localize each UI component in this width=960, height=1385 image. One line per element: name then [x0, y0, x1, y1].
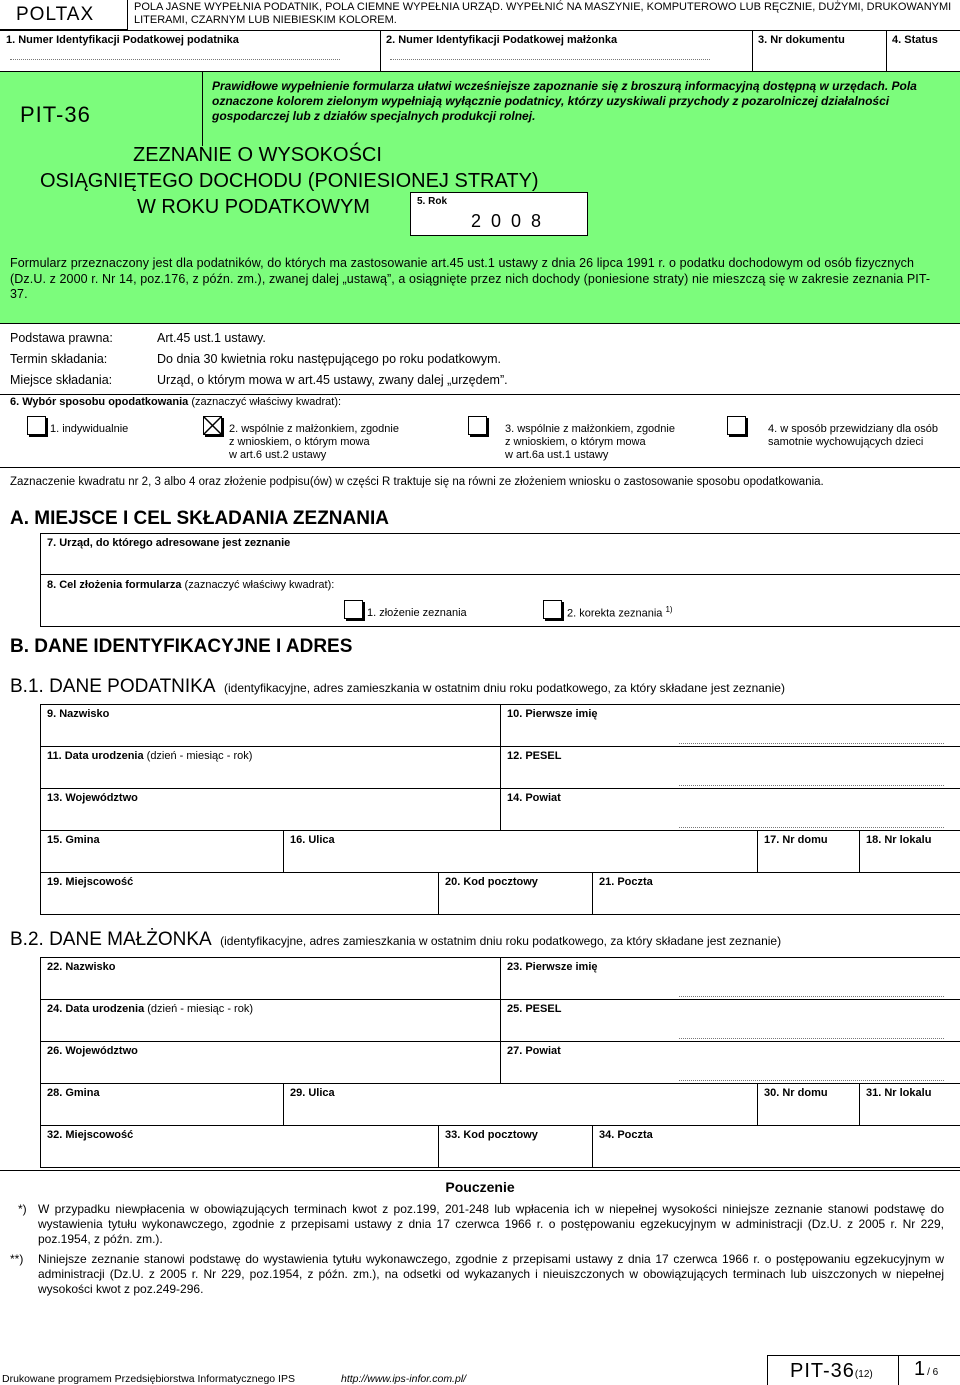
- taxation-option-3-label: 3. wspólnie z małżonkiem, zgodnie z wnioskiem, o którym mowa w art.6a ust.1 ustawy: [505, 423, 675, 461]
- notice-section: [0, 1170, 960, 1300]
- b2-f30-field[interactable]: [757, 1083, 859, 1126]
- top-fields-row: [0, 30, 960, 72]
- b1-f11-label: 11. Data urodzenia (dzień - miesiąc - rok): [47, 750, 253, 762]
- notice-marker-1: *): [18, 1202, 27, 1216]
- purpose-correction-checkbox[interactable]: [543, 600, 562, 619]
- taxation-option-4-label: 4. w sposób przewidziany dla osób samotnie wychowujących dzieci: [768, 423, 938, 448]
- page-number: 1 / 6: [914, 1358, 939, 1380]
- b2-f25-field[interactable]: [500, 999, 960, 1042]
- deadline-label: Termin składania:: [10, 352, 108, 366]
- b2-f24-field[interactable]: [40, 999, 500, 1042]
- year-value: 2 0 0 8: [471, 211, 542, 231]
- b2-f32-field[interactable]: [40, 1125, 438, 1168]
- b1-heading: B.1. DANE PODATNIKA (identyfikacyjne, adres zamieszkania w ostatnim dniu roku podatkowego, za który składane jest zeznanie): [10, 676, 785, 697]
- b1-f10-field[interactable]: [500, 704, 960, 747]
- purpose-field: [40, 575, 960, 627]
- b1-f16-label: 16. Ulica: [290, 834, 335, 846]
- field-3-label: 3. Nr dokumentu: [758, 34, 845, 46]
- notice-marker-2: **): [10, 1252, 24, 1266]
- b1-f15-field[interactable]: [40, 830, 283, 873]
- printer-url: http://www.ips-infor.com.pl/: [341, 1373, 467, 1385]
- b2-f23-dotted-line: [679, 996, 944, 997]
- form-code: PIT-36: [20, 102, 91, 127]
- taxation-section: [0, 394, 960, 468]
- taxation-option-3-checkbox[interactable]: [468, 416, 487, 435]
- b2-f22-field[interactable]: [40, 957, 500, 1000]
- b1-f15-label: 15. Gmina: [47, 834, 100, 846]
- field-4-label: 4. Status: [892, 34, 938, 46]
- b1-f19-field[interactable]: [40, 872, 438, 915]
- b2-f23-label: 23. Pierwsze imię: [507, 961, 598, 973]
- fill-instructions: POLA JASNE WYPEŁNIA PODATNIK, POLA CIEMNE WYPEŁNIA URZĄD. WYPEŁNIĆ NA MASZYNIE, KOMPUTEROWO LUB RĘCZNIE, DUŻYMI, DRUKOWANYMI LITERAMI, CZARNYM LUB NIEBIESKIM KOLOREM.: [134, 1, 952, 26]
- purpose-correction-label: 2. korekta zeznania $^{1)}$: [567, 605, 673, 620]
- b2-f33-field[interactable]: [438, 1125, 592, 1168]
- b1-f13-label: 13. Województwo: [47, 792, 138, 804]
- b1-f19-label: 19. Miejscowość: [47, 876, 134, 888]
- b1-f14-label: 14. Powiat: [507, 792, 561, 804]
- field-2-input[interactable]: [390, 59, 710, 60]
- b2-f25-dotted-line: [679, 1038, 944, 1039]
- b2-f27-label: 27. Powiat: [507, 1045, 561, 1057]
- intro-text: Prawidłowe wypełnienie formularza ułatwi wcześniejsze zapoznanie się z broszurą informacyjną dostępną w urzędach. Pola oznaczone kolorem zielonym wypełniają wyłącznie podatnicy, którzy uzyskiwali przychody z pozarolniczej działalności gospodarczej lub z działów specjalnych produkcji rolnej.: [212, 79, 917, 123]
- title-line-2: OSIĄGNIĘTEGO DOCHODU (PONIESIONEJ STRATY): [40, 170, 539, 192]
- b2-f29-label: 29. Ulica: [290, 1087, 335, 1099]
- b1-f14-dotted-line: [679, 827, 944, 828]
- taxation-option-4-checkbox[interactable]: [727, 416, 746, 435]
- b2-f29-field[interactable]: [283, 1083, 757, 1126]
- b1-f21-field[interactable]: [592, 872, 960, 915]
- b2-f30-label: 30. Nr domu: [764, 1087, 828, 1099]
- b1-f10-dotted-line: [679, 743, 944, 744]
- b1-f12-label: 12. PESEL: [507, 750, 562, 762]
- b2-f28-label: 28. Gmina: [47, 1087, 100, 1099]
- green-header-block: [0, 72, 960, 324]
- b1-f10-label: 10. Pierwsze imię: [507, 708, 598, 720]
- section-a-title: A. MIEJSCE I CEL SKŁADANIA ZEZNANIA: [10, 508, 389, 529]
- b2-f27-dotted-line: [679, 1080, 944, 1081]
- b2-f32-label: 32. Miejscowość: [47, 1129, 134, 1141]
- printer-credit: Drukowane programem Przedsiębiorstwa Informatycznego IPS: [2, 1373, 295, 1385]
- office-label: 7. Urząd, do którego adresowane jest zeznanie: [47, 537, 291, 549]
- b1-f14-field[interactable]: [500, 788, 960, 831]
- b2-f34-field[interactable]: [592, 1125, 960, 1168]
- b1-f18-label: 18. Nr lokalu: [866, 834, 932, 846]
- b2-f22-label: 22. Nazwisko: [47, 961, 116, 973]
- title-line-3: W ROKU PODATKOWYM: [137, 196, 370, 218]
- legal-block: [0, 325, 960, 395]
- field-2-label: 2. Numer Identyfikacji Podatkowej małżonka: [386, 34, 618, 46]
- title-line-1: ZEZNANIE O WYSOKOŚCI: [133, 144, 382, 166]
- b1-f11-field[interactable]: [40, 746, 500, 789]
- taxation-note: Zaznaczenie kwadratu nr 2, 3 albo 4 oraz złożenie podpisu(ów) w części R traktuje się na równi ze złożeniem wniosku o zastosowanie sposobu opodatkowania.: [10, 476, 824, 488]
- brand-logo: POLTAX: [16, 4, 95, 25]
- deadline-value: Do dnia 30 kwietnia roku następującego po roku podatkowym.: [157, 352, 501, 366]
- field-1-label: 1. Numer Identyfikacji Podatkowej podatnika: [6, 34, 239, 46]
- notice-text-2: Niniejsze zeznanie stanowi podstawę do wystawienia tytułu wykonawczego, zgodnie z przepisami ustawy z dnia 17 czerwca 1966 r. o postępowaniu egzekucyjnym w administracji (Dz.U. z 2005 r. Nr 229, poz.1954, z późn. zm.), na odsetki od wykazanych i nieuiszczonych w obowiązujących terminach lub uiszczonych w niepełnej wysokości kwot z poz.249-296.: [38, 1252, 944, 1296]
- purpose-label: 8. Cel złożenia formularza (zaznaczyć właściwy kwadrat):: [47, 579, 335, 591]
- b2-f26-field[interactable]: [40, 1041, 500, 1084]
- year-label: 5. Rok: [417, 196, 448, 207]
- b1-f9-field[interactable]: [40, 704, 500, 747]
- b1-f9-label: 9. Nazwisko: [47, 708, 110, 720]
- place-value: Urząd, o którym mowa w art.45 ustawy, zwany dalej „urzędem”.: [157, 373, 508, 387]
- b2-f34-label: 34. Poczta: [599, 1129, 653, 1141]
- b1-f12-field[interactable]: [500, 746, 960, 789]
- purpose-submission-checkbox[interactable]: [344, 600, 363, 619]
- b1-f12-dotted-line: [679, 785, 944, 786]
- b1-f18-field[interactable]: [859, 830, 960, 873]
- taxation-option-2-checkbox[interactable]: [203, 416, 222, 435]
- b2-f28-field[interactable]: [40, 1083, 283, 1126]
- basis-value: Art.45 ust.1 ustawy.: [157, 331, 266, 345]
- b2-f31-label: 31. Nr lokalu: [866, 1087, 932, 1099]
- b2-f23-field[interactable]: [500, 957, 960, 1000]
- form-purpose: Formularz przeznaczony jest dla podatników, do których ma zastosowanie art.45 ust.1 ustawy z dnia 26 lipca 1991 r. o podatku dochodowym od osób fizycznych (Dz.U. z 2000 r. Nr 14, poz.176, z późn. zm.), zwanej dalej „ustawą”, a osiągnięte przez nich dochody (poniesione straty) nie mieszczą się w zakresie zeznania PIT-37.: [10, 256, 931, 301]
- b1-f21-label: 21. Poczta: [599, 876, 653, 888]
- b1-f20-label: 20. Kod pocztowy: [445, 876, 538, 888]
- checkmark-x-icon: [203, 416, 222, 435]
- place-label: Miejsce składania:: [10, 373, 113, 387]
- b1-f16-field[interactable]: [283, 830, 757, 873]
- b1-f17-label: 17. Nr domu: [764, 834, 828, 846]
- b1-f20-field[interactable]: [438, 872, 592, 915]
- footer-code-box: [767, 1355, 960, 1385]
- b1-f17-field[interactable]: [757, 830, 859, 873]
- taxation-option-1-label: 1. indywidualnie: [50, 423, 129, 435]
- b2-f31-field[interactable]: [859, 1083, 960, 1126]
- notice-text-1: W przypadku niewpłacenia w obowiązujących terminach kwot z poz.199, 201-248 lub wpłacenia ich w niepełnej wysokości niniejsze zeznanie stanowi podstawę do wystawienia tytułu wykonawczego, zgodnie z przepisami ustawy z dnia 17 czerwca 1966 r. o postępowaniu egzekucyjnym w administracji (Dz.U. z 2005 r. Nr 229, poz.1954, z późn. zm.).: [38, 1202, 944, 1246]
- brand-box: [0, 0, 128, 30]
- year-box[interactable]: [410, 192, 588, 236]
- footer-form-code: PIT-36(12): [790, 1360, 873, 1382]
- b2-heading: B.2. DANE MAŁŻONKA (identyfikacyjne, adres zamieszkania w ostatnim dniu roku podatkowego, za który składane jest zeznanie): [10, 929, 782, 950]
- b2-f25-label: 25. PESEL: [507, 1003, 562, 1015]
- section-b-title: B. DANE IDENTYFIKACYJNE I ADRES: [10, 636, 353, 657]
- taxation-option-1-checkbox[interactable]: [27, 416, 46, 435]
- taxation-option-2-label: 2. wspólnie z małżonkiem, zgodnie z wnioskiem, o którym mowa w art.6 ust.2 ustawy: [229, 423, 399, 461]
- b2-f24-label: 24. Data urodzenia (dzień - miesiąc - rok): [47, 1003, 253, 1015]
- basis-label: Podstawa prawna:: [10, 331, 113, 345]
- b2-f27-field[interactable]: [500, 1041, 960, 1084]
- notice-title: Pouczenie: [445, 1179, 515, 1195]
- office-field[interactable]: [40, 533, 960, 575]
- taxation-label: 6. Wybór sposobu opodatkowania (zaznaczyć właściwy kwadrat):: [10, 396, 342, 408]
- b2-f26-label: 26. Województwo: [47, 1045, 138, 1057]
- b2-f33-label: 33. Kod pocztowy: [445, 1129, 538, 1141]
- b1-f13-field[interactable]: [40, 788, 500, 831]
- purpose-submission-label: 1. złożenie zeznania: [367, 607, 467, 619]
- field-1-input[interactable]: [10, 59, 340, 60]
